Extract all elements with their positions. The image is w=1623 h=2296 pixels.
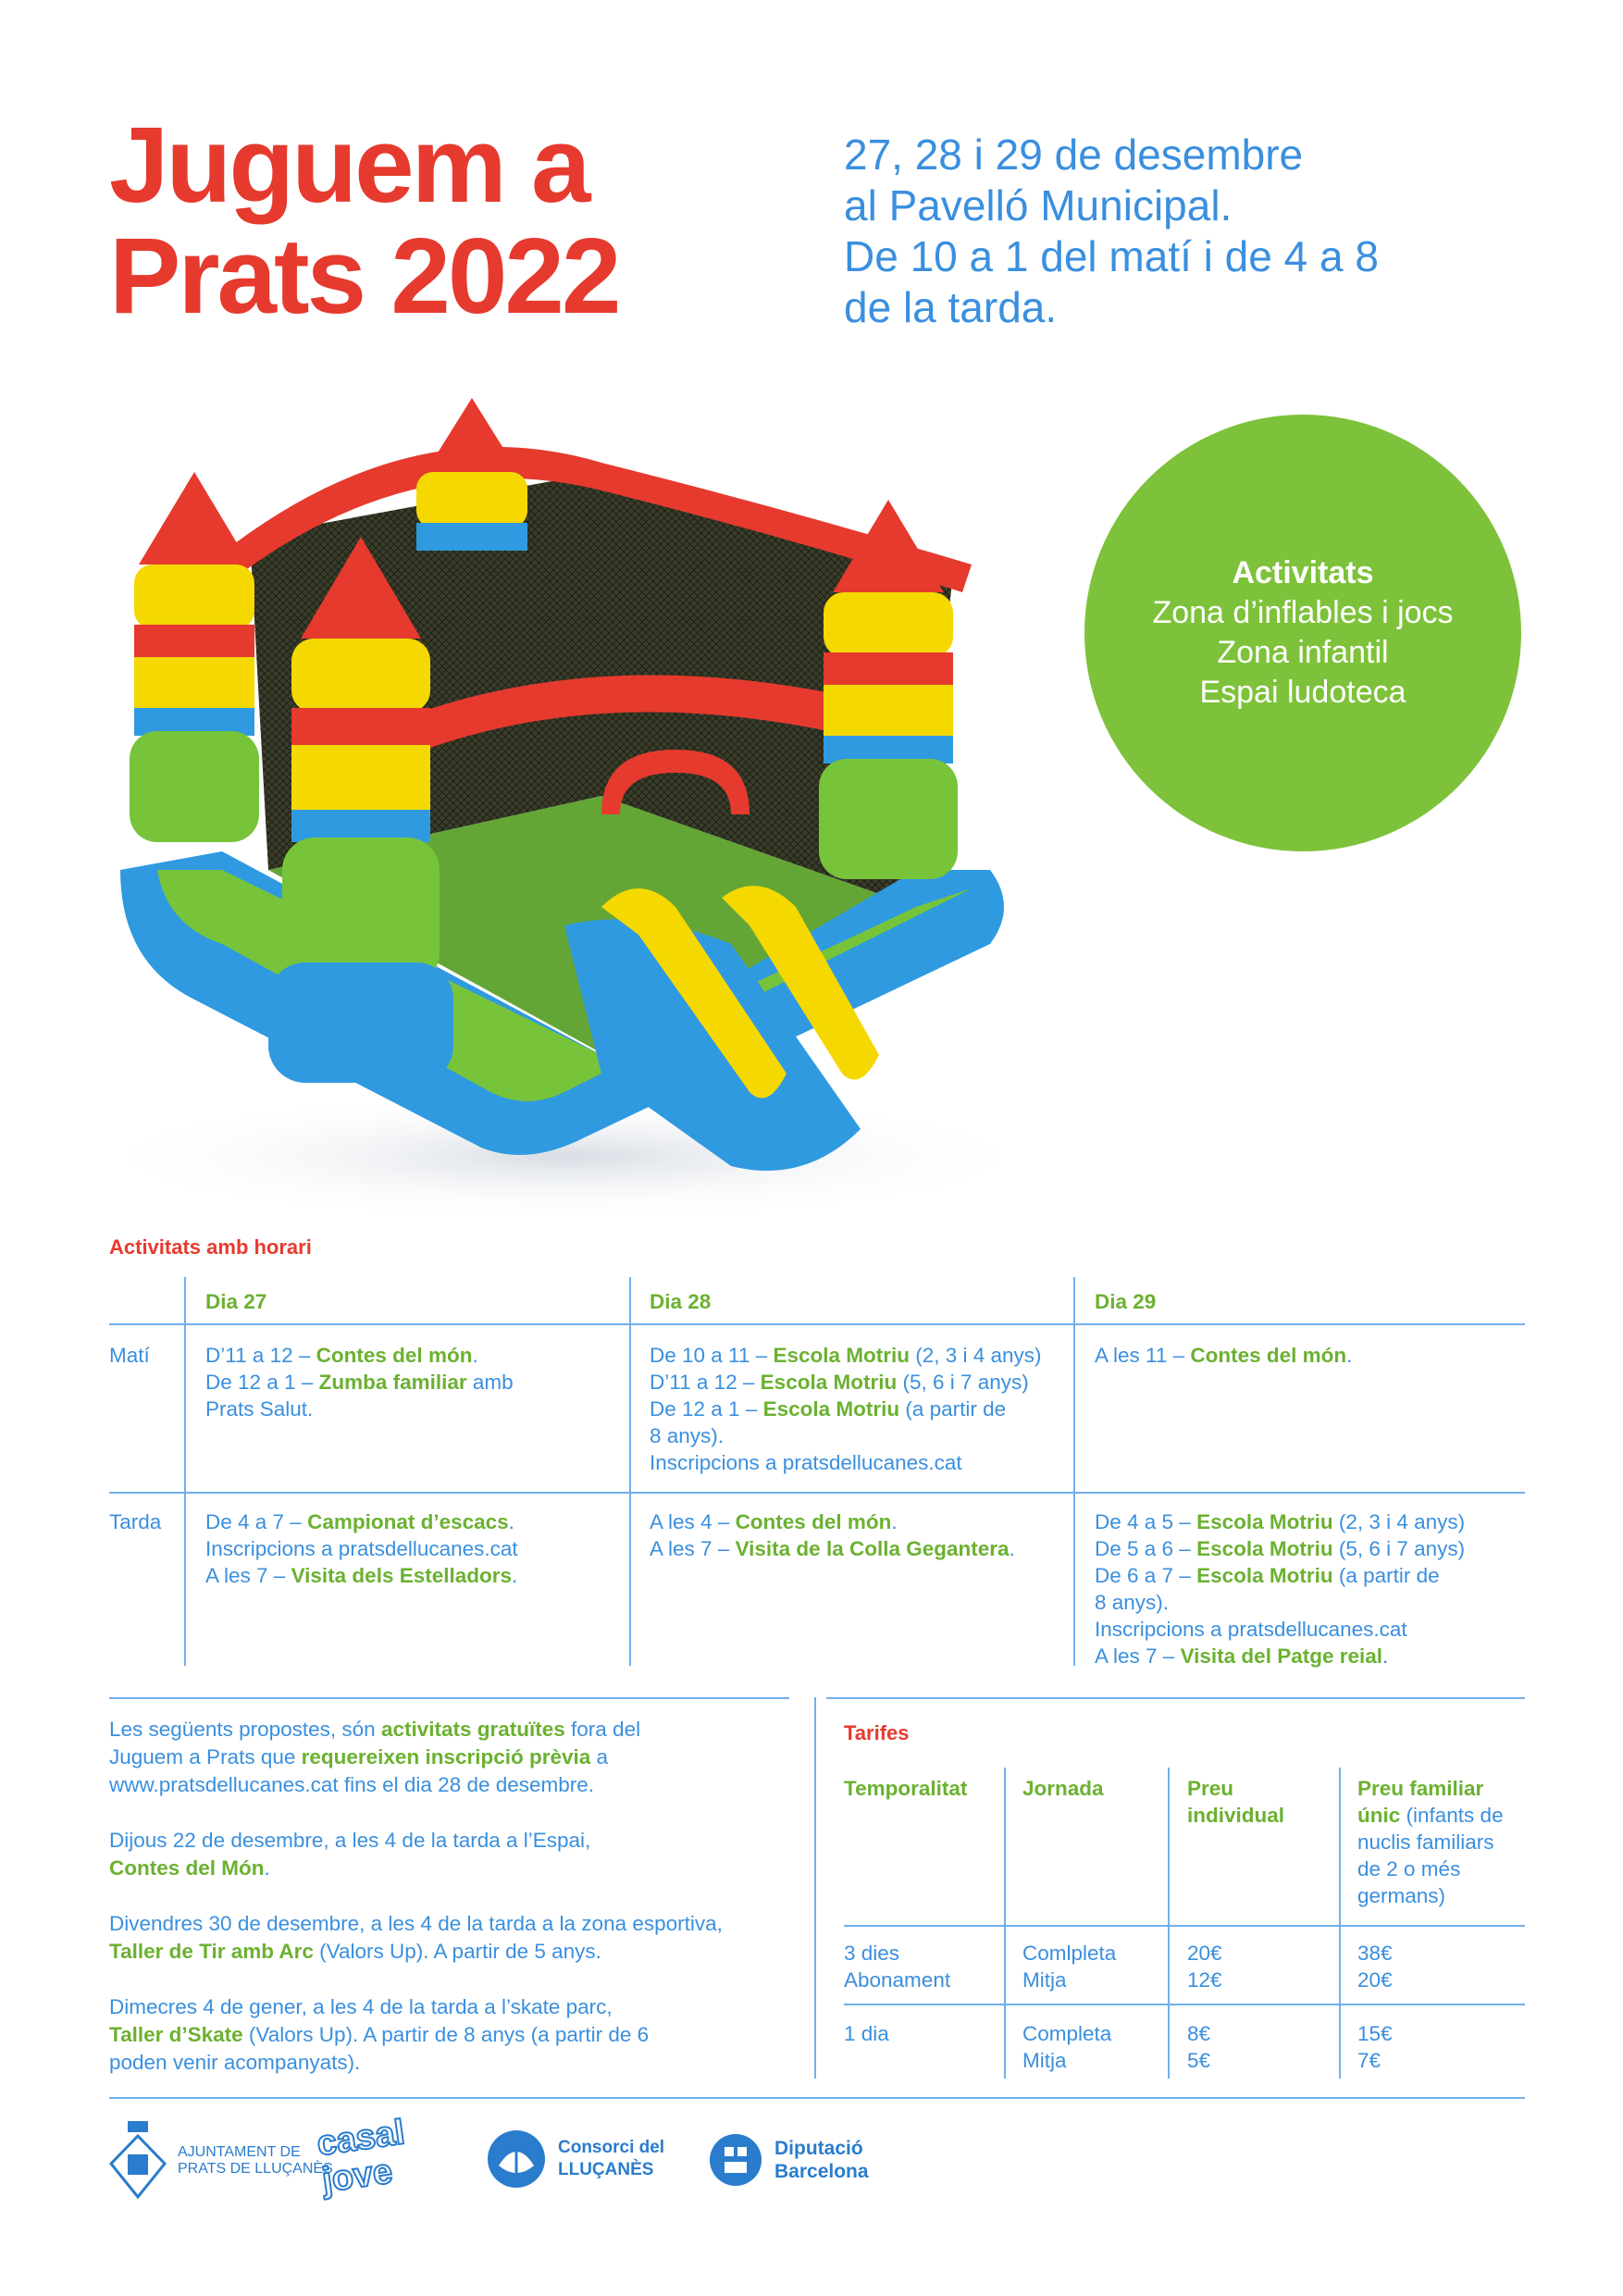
plain-text: 8 anys). xyxy=(1095,1591,1170,1614)
logo-text: Diputació xyxy=(774,2138,863,2159)
section-divider xyxy=(109,1697,789,1699)
text-line xyxy=(109,1993,785,2021)
tariff-familiar xyxy=(1357,2020,1393,2074)
plain-text: A les 7 – xyxy=(205,1564,291,1587)
plain-text: . xyxy=(1009,1537,1015,1560)
plain-text: . xyxy=(508,1510,514,1533)
plain-text: Dimecres 4 de gener, a les 4 de la tarda a l’skate parc, xyxy=(109,1995,613,2018)
logo-text: LLUÇANÈS xyxy=(558,2160,654,2179)
text-line xyxy=(650,1342,1042,1369)
text-line xyxy=(1095,1643,1465,1669)
tariff-header-jornada: Jornada xyxy=(1022,1777,1104,1800)
event-dates xyxy=(844,130,1547,333)
highlight-text: Taller d’Skate xyxy=(109,2023,243,2046)
plain-text: (a partir de xyxy=(1332,1564,1440,1587)
tariff-divider xyxy=(1339,1768,1341,2079)
highlight-text: Escola Motriu xyxy=(1196,1537,1333,1560)
free-activity-item xyxy=(109,1827,785,1882)
schedule-cell xyxy=(205,1342,514,1422)
plain-text: Juguem a Prats que xyxy=(109,1745,302,1769)
tariff-temporalitat: Abonament xyxy=(844,1968,951,1992)
plain-text: . xyxy=(472,1344,478,1367)
plain-text: (5, 6 i 7 anys) xyxy=(897,1371,1029,1394)
text-line xyxy=(205,1508,518,1535)
plain-text: Dijous 22 de desembre, a les 4 de la tarda a l’Espai, xyxy=(109,1829,591,1852)
tariff-jornada-value: Mitja xyxy=(1022,1968,1067,1992)
schedule-cell xyxy=(650,1342,1042,1476)
section-divider xyxy=(826,1697,1525,1699)
header-line: individual xyxy=(1187,1804,1285,1827)
text-line xyxy=(1095,1616,1465,1643)
highlight-text: activitats gratuïtes xyxy=(380,1718,565,1741)
section-divider xyxy=(814,1697,816,2079)
day-header: Dia 28 xyxy=(650,1290,712,1313)
highlight-text: Escola Motriu xyxy=(762,1397,900,1421)
tariff-jornada-value: Comlpleta xyxy=(1022,1942,1117,1965)
title-line-2: Prats 2022 xyxy=(109,216,619,336)
tariff-price: 15€ xyxy=(1357,2022,1393,2045)
highlight-text: Escola Motriu xyxy=(760,1371,898,1394)
tariff-price: 8€ xyxy=(1187,2022,1211,2045)
logo-text: jove xyxy=(319,2152,395,2201)
activity-item: Espai ludoteca xyxy=(1199,675,1406,710)
table-divider xyxy=(1073,1277,1075,1666)
highlight-text: Escola Motriu xyxy=(1196,1564,1333,1587)
highlight-text: Visita dels Estelladors xyxy=(291,1564,513,1587)
text-line xyxy=(1095,1342,1352,1369)
tariff-header-preu-individual xyxy=(1187,1775,1284,1829)
header-note: germans) xyxy=(1357,1884,1446,1907)
plain-text: (Valors Up). A partir de 5 anys. xyxy=(313,1940,601,1963)
coat-of-arms-icon xyxy=(109,2119,167,2203)
text-line xyxy=(109,1910,785,1938)
text-line xyxy=(109,1938,785,1966)
table-divider xyxy=(109,1323,1525,1325)
tariff-individual xyxy=(1187,2020,1210,2074)
plain-text: 8 anys). xyxy=(650,1424,725,1447)
plain-text: . xyxy=(1346,1344,1353,1367)
row-label-tarda: Tarda xyxy=(109,1510,162,1533)
logo-text: PRATS DE LLUÇANÈS xyxy=(178,2161,333,2177)
text-line xyxy=(650,1449,1042,1476)
plain-text: (5, 6 i 7 anys) xyxy=(1332,1537,1466,1560)
casal-jove-logo xyxy=(314,2113,440,2201)
plain-text: De 4 a 5 – xyxy=(1095,1510,1197,1533)
plain-text: a xyxy=(590,1745,609,1769)
schedule-cell xyxy=(1095,1342,1352,1369)
footer-divider xyxy=(109,2097,1525,2099)
header-note: de 2 o més xyxy=(1357,1857,1461,1880)
subtitle-line: De 10 a 1 del matí i de 4 a 8 xyxy=(844,232,1379,280)
plain-text: . xyxy=(1382,1644,1389,1668)
text-line xyxy=(205,1535,518,1562)
header-line: únic xyxy=(1357,1804,1401,1827)
plain-text: fora del xyxy=(564,1718,641,1741)
tariff-row xyxy=(844,1940,950,1993)
plain-text: D’11 a 12 – xyxy=(205,1344,316,1367)
plain-text: (a partir de xyxy=(899,1397,1007,1421)
text-line xyxy=(205,1342,514,1369)
text-line xyxy=(109,2049,785,2077)
plain-text: De 6 a 7 – xyxy=(1095,1564,1197,1587)
tariff-jornada xyxy=(1022,2020,1111,2074)
highlight-text: Contes del Món xyxy=(109,1856,265,1880)
header-line: Preu xyxy=(1187,1777,1234,1800)
logo-text: Barcelona xyxy=(774,2161,869,2182)
tariff-price: 20€ xyxy=(1357,1968,1393,1992)
tariff-divider xyxy=(1168,1768,1170,2079)
row-label-mati: Matí xyxy=(109,1344,150,1367)
tariff-divider xyxy=(844,1925,1525,1927)
tariff-jornada-value: Mitja xyxy=(1022,2049,1067,2072)
plain-text: . xyxy=(512,1564,518,1587)
tariff-divider xyxy=(844,2004,1525,2005)
plain-text: Prats Salut. xyxy=(205,1397,314,1421)
text-line xyxy=(205,1369,514,1396)
text-line xyxy=(650,1369,1042,1396)
text-line xyxy=(109,1771,785,1799)
logo-text: AJUNTAMENT DE xyxy=(178,2144,301,2160)
plain-text: Les següents propostes, són xyxy=(109,1718,381,1741)
highlight-text: Escola Motriu xyxy=(1196,1510,1333,1533)
tariff-price: 7€ xyxy=(1357,2049,1381,2072)
text-line xyxy=(1095,1562,1465,1589)
free-activity-item xyxy=(109,1993,785,2077)
header-line: Preu familiar xyxy=(1357,1777,1484,1800)
table-divider xyxy=(629,1277,631,1666)
day-header: Dia 29 xyxy=(1095,1290,1157,1313)
subtitle-line: al Pavelló Municipal. xyxy=(844,181,1233,230)
ajuntament-logo xyxy=(109,2119,333,2203)
subtitle-line: 27, 28 i 29 de desembre xyxy=(844,130,1304,179)
text-line xyxy=(205,1562,518,1589)
highlight-text: Contes del món xyxy=(316,1344,473,1367)
plain-text: A les 4 – xyxy=(650,1510,736,1533)
highlight-text: Taller de Tir amb Arc xyxy=(109,1940,314,1963)
free-activities-intro xyxy=(109,1716,785,1799)
text-line xyxy=(1095,1535,1465,1562)
text-line xyxy=(109,1827,785,1855)
diputacio-logo xyxy=(708,2132,869,2188)
plain-text: Inscripcions a pratsdellucanes.cat xyxy=(205,1537,518,1560)
free-activity-item xyxy=(109,1910,785,1966)
schedule-heading: Activitats amb horari xyxy=(109,1235,312,1259)
activity-item: Zona infantil xyxy=(1217,635,1389,670)
plain-text: (2, 3 i 4 anys) xyxy=(1332,1510,1466,1533)
plain-text: Inscripcions a pratsdellucanes.cat xyxy=(650,1451,962,1474)
leaf-icon xyxy=(486,2128,547,2190)
tariff-header-temporalitat: Temporalitat xyxy=(844,1777,968,1800)
text-line xyxy=(205,1396,514,1422)
highlight-text: Zumba familiar xyxy=(318,1371,467,1394)
plain-text: Divendres 30 de desembre, a les 4 de la tarda a la zona esportiva, xyxy=(109,1912,723,1935)
tariff-temporalitat: 1 dia xyxy=(844,2022,889,2045)
plain-text: www.pratsdellucanes.cat fins el dia 28 de desembre. xyxy=(109,1773,595,1796)
plain-text: De 5 a 6 – xyxy=(1095,1537,1197,1560)
plain-text: De 10 a 11 – xyxy=(650,1344,774,1367)
text-line xyxy=(1095,1589,1465,1616)
tariff-price: 20€ xyxy=(1187,1942,1222,1965)
schedule-cell xyxy=(1095,1508,1465,1669)
tariff-row xyxy=(844,2020,889,2047)
highlight-text: Contes del món xyxy=(1190,1344,1347,1367)
consorci-logo xyxy=(486,2128,664,2190)
table-divider xyxy=(109,1492,1525,1494)
activities-heading: Activitats xyxy=(1232,555,1374,590)
activity-item: Zona d’inflables i jocs xyxy=(1152,595,1454,630)
plain-text: De 4 a 7 – xyxy=(205,1510,308,1533)
schedule-cell xyxy=(650,1508,1015,1562)
diputacio-icon xyxy=(708,2132,763,2188)
activities-circle xyxy=(1084,415,1521,851)
highlight-text: requereixen inscripció prèvia xyxy=(301,1745,591,1769)
plain-text: . xyxy=(264,1856,270,1880)
plain-text: De 12 a 1 – xyxy=(205,1371,319,1394)
text-line xyxy=(109,2021,785,2049)
tariff-price: 38€ xyxy=(1357,1942,1393,1965)
tariff-divider xyxy=(1004,1768,1006,2079)
text-line xyxy=(1095,1508,1465,1535)
subtitle-line: de la tarda. xyxy=(844,283,1058,331)
highlight-text: Visita del Patge reial xyxy=(1180,1644,1383,1668)
highlight-text: Campionat d’escacs xyxy=(307,1510,509,1533)
schedule-cell xyxy=(205,1508,518,1589)
highlight-text: Visita de la Colla Gegantera xyxy=(735,1537,1010,1560)
plain-text: (Valors Up). A partir de 8 anys (a partir de 6 xyxy=(242,2023,650,2046)
logo-text: Consorci del xyxy=(558,2138,665,2157)
plain-text: A les 7 – xyxy=(1095,1644,1181,1668)
tariff-header-preu-familiar xyxy=(1357,1775,1504,1909)
tariff-price: 12€ xyxy=(1187,1968,1222,1992)
highlight-text: Escola Motriu xyxy=(773,1344,910,1367)
tariff-temporalitat: 3 dies xyxy=(844,1942,900,1965)
plain-text: . xyxy=(891,1510,898,1533)
text-line xyxy=(650,1396,1042,1422)
tariffs-heading: Tarifes xyxy=(844,1721,910,1744)
tariff-jornada-value: Completa xyxy=(1022,2022,1112,2045)
header-note: (infants de xyxy=(1400,1804,1504,1827)
logo-text: casal xyxy=(314,2113,407,2165)
tariff-jornada xyxy=(1022,1940,1116,1993)
page-title xyxy=(109,105,619,336)
tariff-individual xyxy=(1187,1940,1222,1993)
text-line xyxy=(650,1508,1015,1535)
text-line xyxy=(109,1855,785,1882)
text-line xyxy=(650,1422,1042,1449)
header-note: nuclis familiars xyxy=(1357,1831,1494,1854)
table-divider xyxy=(184,1277,186,1666)
text-line xyxy=(109,1716,785,1744)
plain-text: Inscripcions a pratsdellucanes.cat xyxy=(1095,1618,1407,1641)
plain-text: A les 7 – xyxy=(650,1537,736,1560)
tariff-familiar xyxy=(1357,1940,1393,1993)
plain-text: De 12 a 1 – xyxy=(650,1397,763,1421)
bouncy-castle-illustration xyxy=(83,352,1046,1231)
plain-text: amb xyxy=(466,1371,514,1394)
plain-text: (2, 3 i 4 anys) xyxy=(909,1344,1042,1367)
highlight-text: Contes del món xyxy=(735,1510,892,1533)
tariff-price: 5€ xyxy=(1187,2049,1211,2072)
plain-text: poden venir acompanyats). xyxy=(109,2051,361,2074)
plain-text: A les 11 – xyxy=(1095,1344,1191,1367)
title-line-1: Juguem a xyxy=(109,105,588,225)
day-header: Dia 27 xyxy=(205,1290,267,1313)
plain-text: D’11 a 12 – xyxy=(650,1371,761,1394)
text-line xyxy=(650,1535,1015,1562)
text-line xyxy=(109,1744,785,1771)
